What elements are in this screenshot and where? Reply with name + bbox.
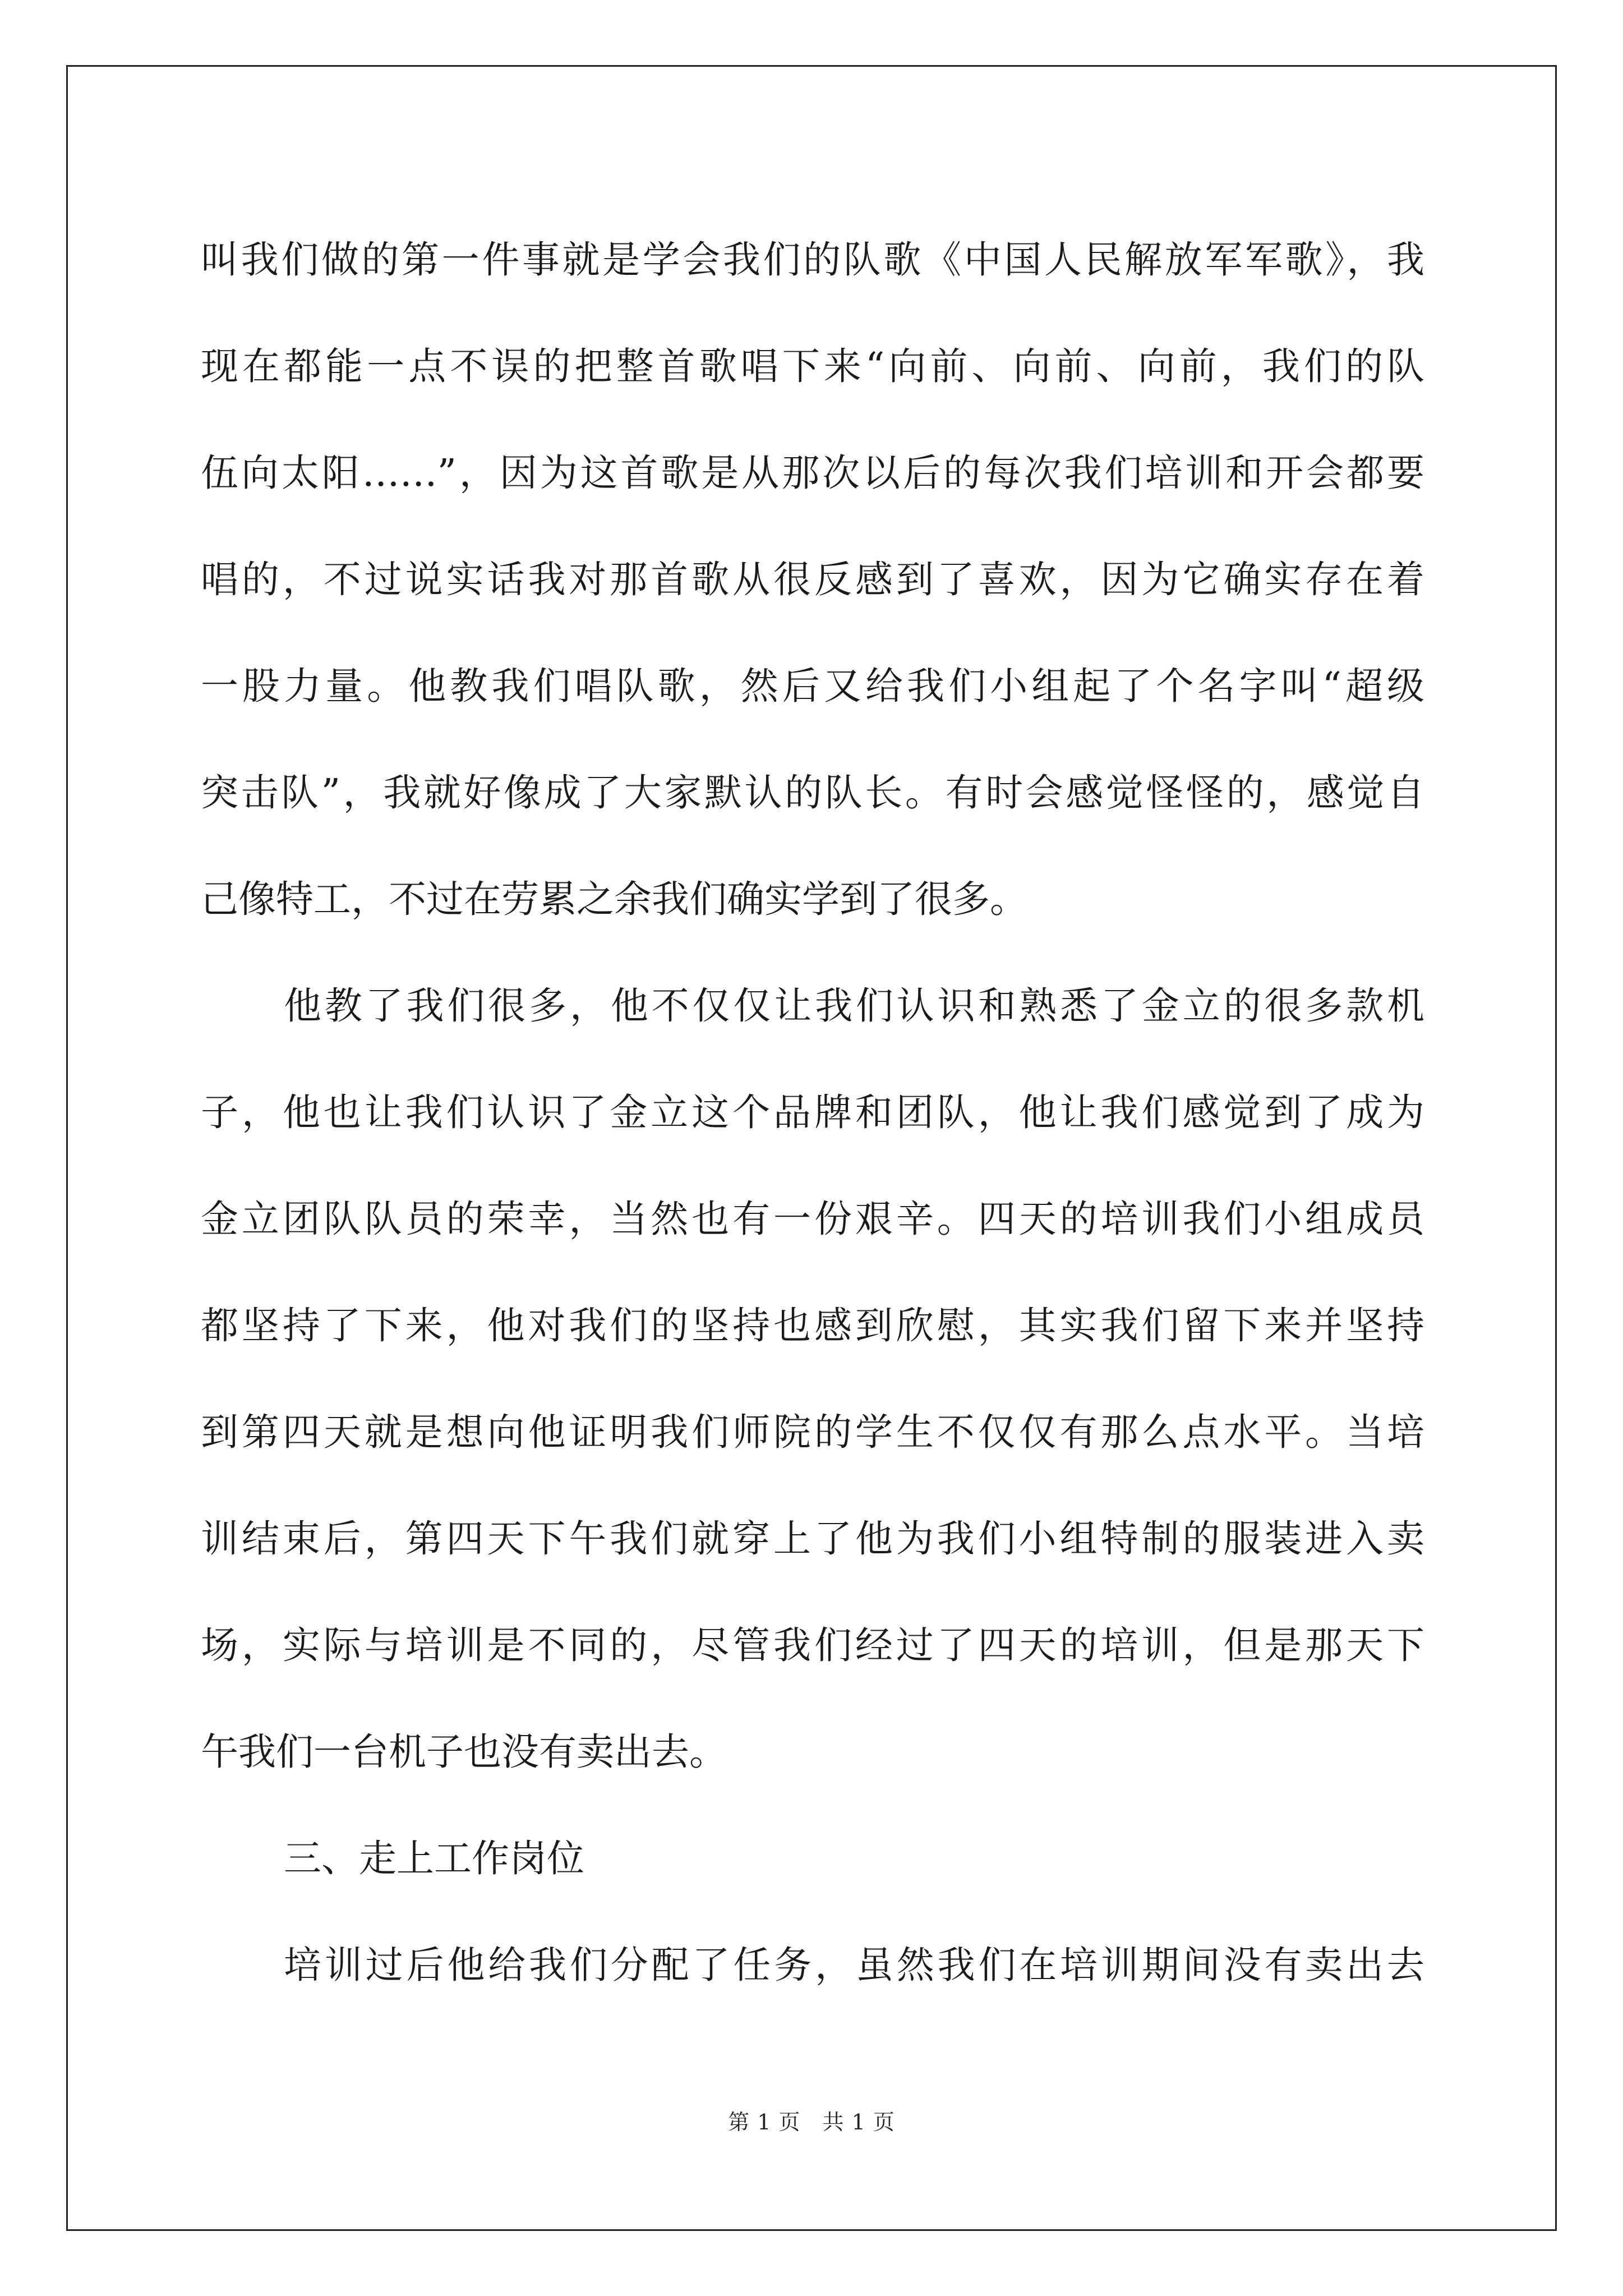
text-line: 叫我们做的第一件事就是学会我们的队歌《中国人民解放军军歌》，我 bbox=[201, 238, 1424, 282]
text-line: 伍向太阳……”，因为这首歌是从那次以后的每次我们培训和开会都要 bbox=[201, 451, 1424, 495]
text-line: 一股力量。他教我们唱队歌，然后又给我们小组起了个名字叫“超级 bbox=[201, 664, 1424, 708]
text-line: 训结束后，第四天下午我们就穿上了他为我们小组特制的服装进入卖 bbox=[201, 1517, 1424, 1561]
text-line: 都坚持了下来，他对我们的坚持也感到欣慰，其实我们留下来并坚持 bbox=[201, 1304, 1424, 1347]
paragraph-first-line: 培训过后他给我们分配了任务，虽然我们在培训期间没有卖出去 bbox=[284, 1943, 1424, 1987]
text-line: 突击队”，我就好像成了大家默认的队长。有时会感觉怪怪的，感觉自 bbox=[201, 771, 1424, 815]
section-heading: 三、走上工作岗位 bbox=[284, 1837, 584, 1880]
text-line: 场，实际与培训是不同的，尽管我们经过了四天的培训，但是那天下 bbox=[201, 1623, 1424, 1667]
text-line: 到第四天就是想向他证明我们师院的学生不仅仅有那么点水平。当培 bbox=[201, 1410, 1424, 1454]
text-line: 午我们一台机子也没有卖出去。 bbox=[201, 1730, 727, 1774]
document-body bbox=[201, 206, 1424, 2018]
text-line: 己像特工，不过在劳累之余我们确实学到了很多。 bbox=[201, 877, 1027, 921]
text-line: 现在都能一点不误的把整首歌唱下来“向前、向前、向前，我们的队 bbox=[201, 344, 1424, 388]
text-line: 子，他也让我们认识了金立这个品牌和团队，他让我们感觉到了成为 bbox=[201, 1091, 1424, 1134]
text-line: 唱的，不过说实话我对那首歌从很反感到了喜欢，因为它确实存在着 bbox=[201, 558, 1424, 601]
text-line: 金立团队队员的荣幸，当然也有一份艰辛。四天的培训我们小组成员 bbox=[201, 1197, 1424, 1241]
page-number-footer: 第 1 页 共 1 页 bbox=[728, 2110, 895, 2134]
paragraph-first-line: 他教了我们很多，他不仅仅让我们认识和熟悉了金立的很多款机 bbox=[284, 984, 1424, 1028]
